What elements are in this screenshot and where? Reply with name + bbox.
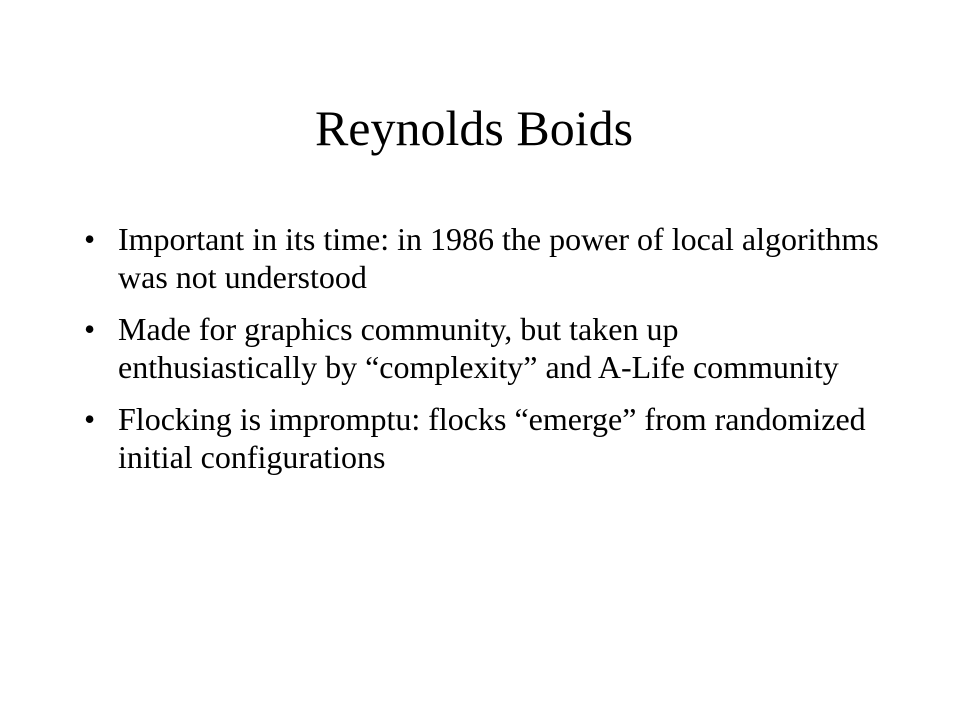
slide-title: Reynolds Boids [314, 100, 634, 156]
bullet-list [84, 220, 884, 490]
bullet-text: Flocking is impromptu: flocks “emerge” from randomized initial configurations [118, 401, 866, 475]
bullet-text: Made for graphics community, but taken up enthusiastically by “complexity” and A-Life community [118, 311, 839, 385]
bullet-item [84, 400, 884, 476]
bullet-marker: • [84, 221, 96, 257]
bullet-marker: • [84, 401, 96, 437]
bullet-text: Important in its time: in 1986 the power of local algorithms was not understood [118, 221, 879, 295]
bullet-item [84, 310, 884, 386]
bullet-marker: • [84, 311, 96, 347]
bullet-item [84, 220, 884, 296]
